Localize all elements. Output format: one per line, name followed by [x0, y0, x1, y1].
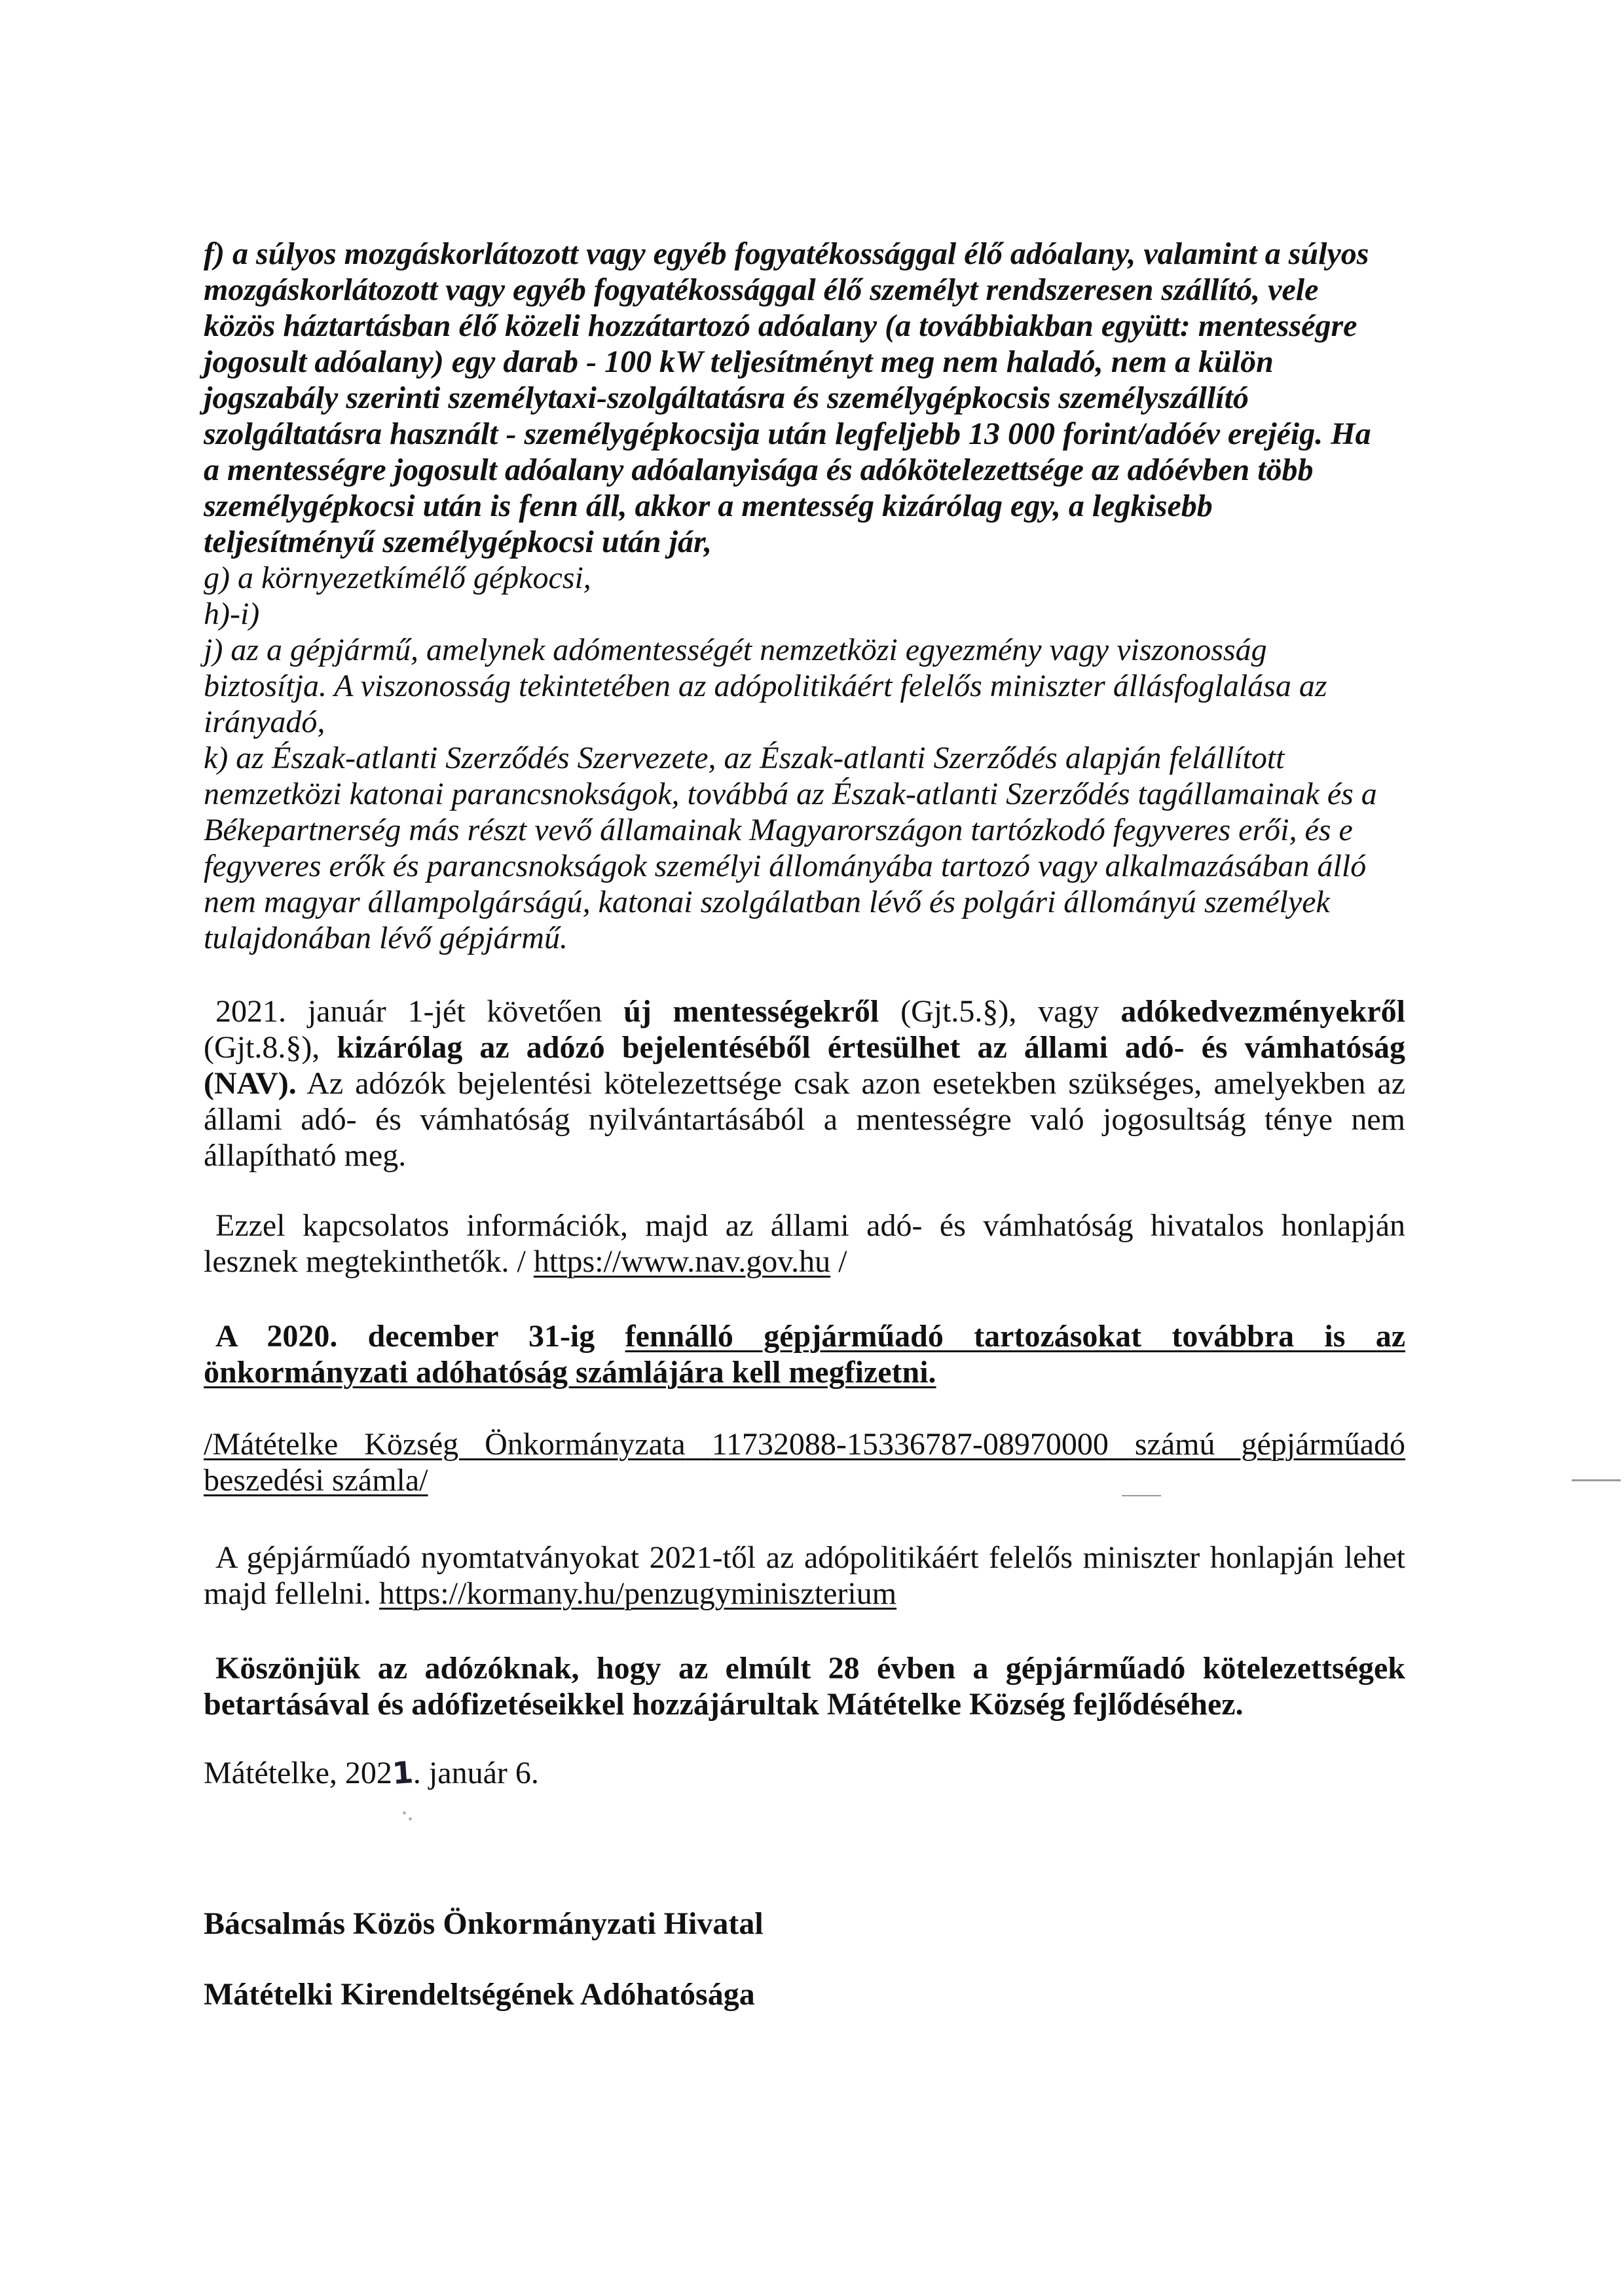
- emphasis-new-exemptions: új mentességekről: [623, 994, 879, 1029]
- text-line: [204, 1426, 1405, 1462]
- text-segment: /: [830, 1244, 847, 1279]
- authority-name: Mátételki Kirendeltségének Adóhatósága: [204, 1977, 755, 2012]
- text-line: [204, 1244, 1405, 1280]
- exemption-g-k-paragraphs: [204, 560, 1405, 956]
- office-name: Bácsalmás Közös Önkormányzati Hivatal: [204, 1906, 764, 1941]
- text-line: Köszönjük az adózóknak, hogy az elmúlt 28 évben a gépjárműadó kötelezettségek: [215, 1651, 1405, 1686]
- date-line: [204, 1755, 1405, 1791]
- exemption-f-paragraph: [204, 236, 1405, 560]
- account-number: 11732088-15336787-08970000: [711, 1427, 1109, 1462]
- nav-notice-paragraph: [204, 993, 1405, 1174]
- text-segment: (Gjt.5.§), vagy: [879, 994, 1121, 1029]
- text-line: betartásával és adófizetéseikkel hozzájárultak Mátételke Község fejlődéséhez.: [204, 1687, 1244, 1722]
- text-line: A gépjárműadó nyomtatványokat 2021-től az adópolitikáért felelős miniszter honlapján lehet: [215, 1540, 1405, 1575]
- text-line: teljesítményű személygépkocsi után jár,: [204, 525, 712, 559]
- arrears-paragraph: [204, 1318, 1405, 1390]
- text-segment: állami adó- és vámhatóság nyilvántartásából a mentességre való jogosultság ténye nem: [204, 1102, 1405, 1137]
- text-line: irányadó,: [204, 705, 325, 739]
- thanks-paragraph: [204, 1650, 1405, 1722]
- text-line: Békepartnerség más részt vevő államainak Magyarországon tartózkodó fegyveres erői, és e: [204, 813, 1353, 847]
- text-line: [204, 1462, 1405, 1498]
- text-line: mozgáskorlátozott vagy egyéb fogyatékossággal élő személyt rendszeresen szállító, vele: [204, 272, 1319, 307]
- text-line: nem magyar állampolgárságú, katonai szolgálatban lévő és polgári állományú személyek: [204, 885, 1330, 919]
- text-line: [204, 1101, 1405, 1137]
- text-line: tulajdonában lévő gépjármű.: [204, 921, 568, 955]
- scan-speck: [409, 1817, 412, 1821]
- scan-speck: [403, 1811, 406, 1815]
- text-line: jogszabály szerinti személytaxi-szolgáltatásra és személygépkocsis személyszállító: [204, 380, 1249, 415]
- text-line: jogosult adóalany) egy darab - 100 kW teljesítményt meg nem haladó, nem a külön: [204, 344, 1274, 379]
- text-line: a mentességre jogosult adóalany adóalanyisága és adókötelezettsége az adóévben több: [204, 453, 1314, 487]
- text-segment: 2021. január 1-jét követően: [215, 994, 624, 1029]
- account-label: beszedési számla/: [204, 1463, 428, 1498]
- text-line: közös háztartásban élő közeli hozzátartozó adóalany (a továbbiakban együtt: mentességre: [204, 308, 1357, 343]
- emphasis-reporting: kizárólag az adózó bejelentéséből értesülhet az állami adó- és vámhatóság: [337, 1030, 1406, 1065]
- date-suffix: . január 6.: [413, 1756, 539, 1790]
- text-line: [204, 1065, 1405, 1101]
- emphasis-nav: (NAV).: [204, 1066, 297, 1101]
- underlined-text: fennálló gépjárműadó tartozásokat továbbra is az: [625, 1319, 1405, 1354]
- account-holder: /Mátételke Község Önkormányzata: [204, 1427, 686, 1462]
- date-prefix: Mátételke, 202: [204, 1756, 392, 1790]
- text-segment: lesznek megtekinthetők. /: [204, 1244, 534, 1279]
- handwritten-correction: 1: [391, 1754, 415, 1792]
- emphasis-tax-allowances: adókedvezményekről: [1120, 994, 1405, 1029]
- text-line: nemzetközi katonai parancsnokságok, továbbá az Észak-atlanti Szerződés tagállamainak és a: [204, 777, 1377, 811]
- scan-mark: [1122, 1495, 1161, 1496]
- text-line: k) az Észak-atlanti Szerződés Szervezete, az Észak-atlanti Szerződés alapján felállított: [204, 741, 1285, 775]
- text-line: Ezzel kapcsolatos információk, majd az állami adó- és vámhatóság hivatalos honlapján: [215, 1208, 1405, 1243]
- text-line: [204, 1755, 1405, 1791]
- underlined-text: önkormányzati adóhatóság számlájára kell megfizetni.: [204, 1355, 936, 1390]
- signature-authority: [204, 1976, 1405, 2012]
- text-segment: majd fellelni.: [204, 1576, 379, 1611]
- text-line: fegyveres erők és parancsnokságok személyi állományába tartozó vagy alkalmazásában álló: [204, 849, 1367, 883]
- account-label: számú gépjárműadó: [1134, 1427, 1406, 1462]
- text-line: [204, 1137, 1405, 1174]
- text-line: j) az a gépjármű, amelynek adómentességét nemzetközi egyezmény vagy viszonosság: [204, 633, 1267, 667]
- text-line: személygépkocsi után is fenn áll, akkor a mentesség kizárólag egy, a legkisebb: [204, 489, 1213, 523]
- text-line: g) a környezetkímélő gépkocsi,: [204, 561, 591, 595]
- text-segment: A 2020. december 31-ig: [215, 1319, 625, 1354]
- text-line: [204, 993, 1405, 1029]
- nav-info-paragraph: [204, 1208, 1405, 1280]
- text-line: f) a súlyos mozgáskorlátozott vagy egyéb fogyatékossággal élő adóalany, valamint a súlyos: [204, 236, 1369, 271]
- statute-excerpt: [204, 236, 1405, 956]
- nav-website-link[interactable]: https://www.nav.gov.hu: [533, 1244, 831, 1279]
- forms-paragraph: [204, 1540, 1405, 1612]
- text-line: [204, 1318, 1405, 1354]
- ministry-website-link[interactable]: https://kormany.hu/penzugyminiszterium: [378, 1576, 897, 1611]
- text-line: szolgáltatásra használt - személygépkocsija után legfeljebb 13 000 forint/adóév erejéig. Ha: [204, 416, 1371, 451]
- text-line: biztosítja. A viszonosság tekintetében az adópolitikáért felelős miniszter állásfoglalása az: [204, 669, 1327, 703]
- signature-office: [204, 1906, 1405, 1942]
- text-line: [204, 1576, 1405, 1612]
- text-segment: (Gjt.8.§),: [204, 1030, 337, 1065]
- text-segment: Az adózók bejelentési kötelezettsége csak azon esetekben szükséges, amelyekben az: [296, 1066, 1405, 1101]
- scan-mark: [1572, 1479, 1621, 1481]
- text-line: h)-i): [204, 597, 260, 631]
- bank-account-paragraph: [204, 1426, 1405, 1498]
- text-segment: állapítható meg.: [204, 1138, 407, 1173]
- text-line: [204, 1354, 1405, 1390]
- text-line: [204, 1029, 1405, 1065]
